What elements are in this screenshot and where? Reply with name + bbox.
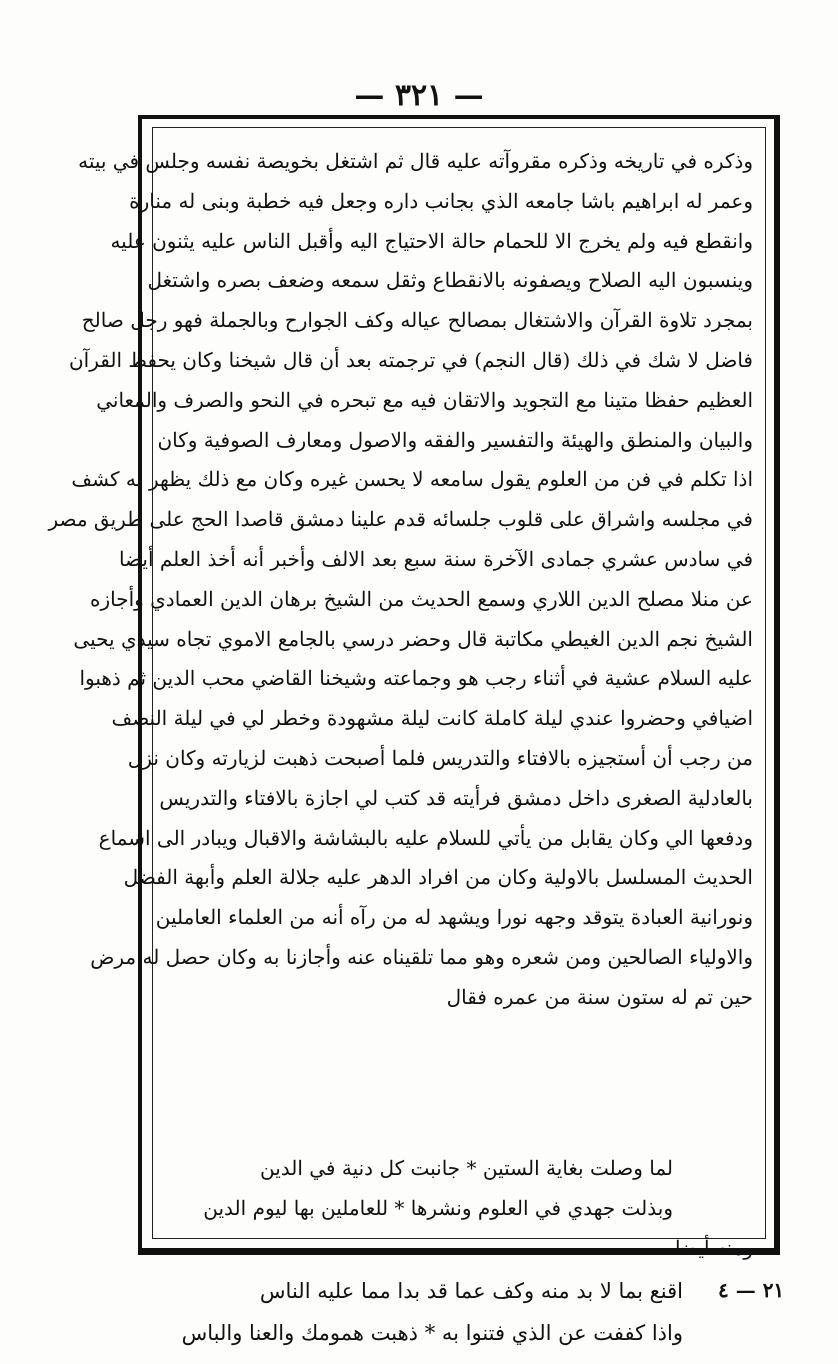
text-line: من رجب أن أستجيزه بالافتاء والتدريس فلما أصبحت ذهبت لزيارته وكان نزل xyxy=(127,745,753,770)
text-line: الشيخ نجم الدين الغيطي مكاتبة قال وحضر درسي بالجامع الاموي تجاه سيدي يحيى xyxy=(73,626,753,651)
text-line: في سادس عشري جمادى الآخرة سنة سبع بعد الالف وأخبر أنه أخذ العلم أيضا xyxy=(118,546,753,571)
text-line: اذا تكلم في فن من العلوم يقول سامعه لا يحسن غيره وكان مع ذلك يظهر له كشف xyxy=(71,467,753,492)
text-line: وذكره في تاريخه وذكره مقروآته عليه قال ثم اشتغل بخويصة نفسه وجلس في بيته xyxy=(78,149,753,173)
text-line: وانقطع فيه ولم يخرج الا للحمام حالة الاحتياج اليه وأقبل الناس عليه يثنون عليه xyxy=(110,228,753,253)
poem-verse: واذا كففت عن الذي فتنوا به * ذهبت همومك والعنا والباس xyxy=(181,1321,683,1345)
text-line: بمجرد تلاوة القرآن والاشتغال بمصالح عياله وكف الجوارح وبالجملة فهو رجل صالح xyxy=(81,308,753,333)
text-line: في مجلسه واشراق على قلوب جلسائه قدم علينا دمشق قاصدا الحج على طريق مصر xyxy=(48,507,753,532)
body-text xyxy=(48,142,753,1018)
text-line: والاولياء الصالحين ومن شعره وهو مما تلقيناه عنه وأجازنا به وكان حصل له مرض xyxy=(90,944,753,969)
printer-signature: ٢١ — ٤ xyxy=(718,1278,785,1302)
text-line: اضيافي وحضروا عندي ليلة كاملة كانت ليلة مشهودة وخطر لي في ليلة النصف xyxy=(111,706,753,731)
text-line: وينسبون اليه الصلاح ويصفونه بالانقطاع وثقل سمعه وضعف بصره واشتغل xyxy=(147,268,753,293)
poem-verse: وبذلت جهدي في العلوم ونشرها * للعاملين بها ليوم الدين xyxy=(203,1196,673,1220)
text-line: ونورانية العبادة يتوقد وجهه نورا ويشهد له من رآه أنه من العلماء العاملين xyxy=(155,905,753,930)
text-line: وعمر له ابراهيم باشا جامعه الذي بجانب داره وجعل فيه خطبة وبنى له منارة xyxy=(129,188,753,213)
text-line: عن منلا مصلح الدين اللاري وسمع الحديث من الشيخ برهان الدين العمادي وأجازه xyxy=(89,586,753,611)
poem-verse: لما وصلت بغاية الستين * جانبت كل دنية في الدين xyxy=(259,1156,673,1180)
text-line: العظيم حفظا متينا مع التجويد والاتقان فيه مع تبحره في النحو والصرف والمعاني xyxy=(96,387,753,412)
text-line: فاضل لا شك في ذلك (قال النجم) في ترجمته بعد أن قال شيخنا وكان يحفظ القرآن xyxy=(68,347,753,372)
text-line: والبيان والمنطق والهيئة والتفسير والفقه والاصول ومعارف الصوفية وكان xyxy=(157,427,753,452)
poem-second xyxy=(167,1270,753,1354)
poem-first xyxy=(167,1148,753,1268)
text-line: بالعادلية الصغرى داخل دمشق فرأيته قد كتب لي اجازة بالافتاء والتدريس xyxy=(159,785,753,810)
text-line: حين تم له ستون سنة من عمره فقال xyxy=(446,984,753,1009)
text-line: الحديث المسلسل بالاولية وكان من افراد الدهر عليه جلالة العلم وأبهة الفضل xyxy=(123,865,753,890)
text-line: ودفعها الي وكان يقابل من يأتي للسلام عليه بالبشاشة والاقبال ويبادر الى اسماع xyxy=(98,825,753,850)
page-number: — ٣٢١ — xyxy=(354,78,484,113)
text-line: عليه السلام عشية في أثناء رجب هو وجماعته وشيخنا القاضي محب الدين ثم ذهبوا xyxy=(79,666,753,691)
poem-verse: اقنع بما لا بد منه وكف عما قد بدا مما عليه الناس xyxy=(259,1279,683,1303)
poem-intro-label: ومنه أيضا xyxy=(674,1236,753,1260)
